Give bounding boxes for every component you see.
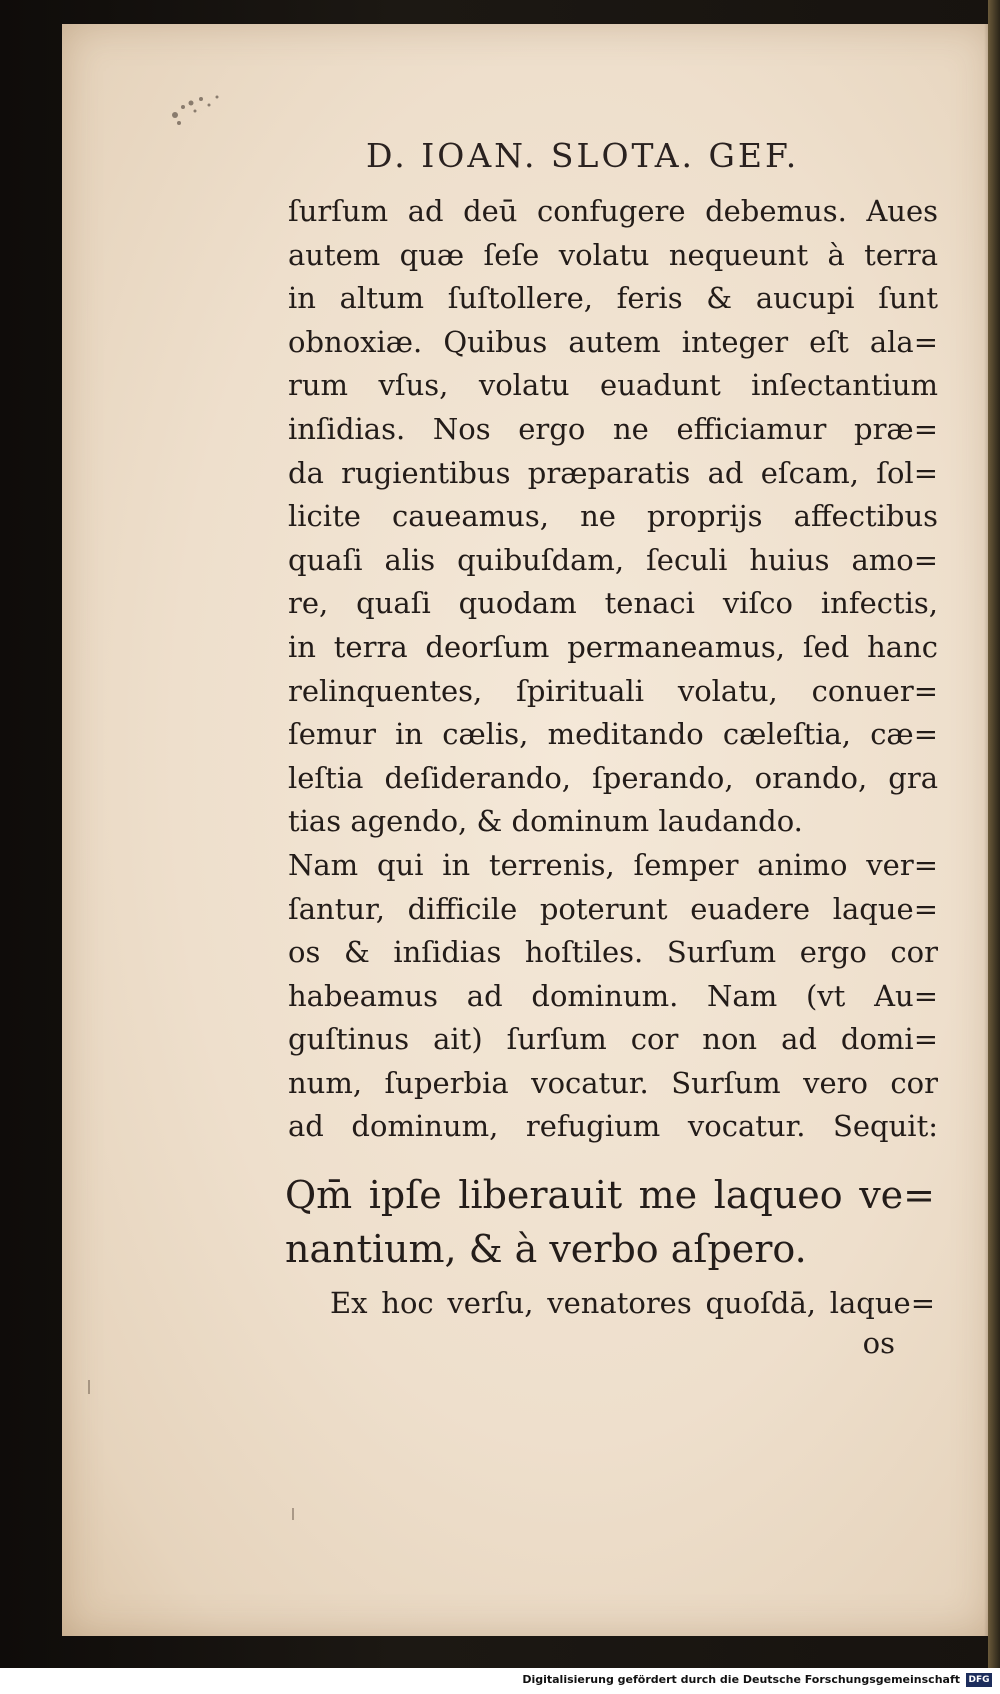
text-line: da rugientibus præparatis ad eſcam, ſol= [288, 455, 938, 490]
text-line: ſemur in cælis, meditando cæleſtia, cæ= [288, 717, 938, 752]
text-line: habeamus ad dominum. Nam (vt Au= [288, 978, 938, 1013]
commentary-text [330, 1281, 935, 1325]
text-line: relinquentes, ſpirituali volatu, conuer= [288, 673, 938, 708]
running-header: D. IOAN. SLOTA. GEF. [366, 136, 800, 175]
text-line: ſantur, difficile poterunt euadere laque= [288, 891, 938, 926]
text-line: ſurſum ad deū confugere debemus. Aues [288, 194, 938, 228]
book-edge [988, 0, 1000, 1694]
commentary-line: Ex hoc verſu, venatores quoſdā, laque= [330, 1286, 935, 1320]
funding-credit: Digitalisierung gefördert durch die Deutsche Forschungsgemeinschaft [522, 1673, 960, 1686]
text-line: in terra deorſum permaneamus, ſed hanc [288, 629, 938, 664]
margin-mark [88, 1380, 90, 1394]
dfg-logo: DFG [966, 1673, 992, 1687]
text-line: obnoxiæ. Quibus autem integer eſt ala= [288, 324, 938, 359]
text-line: guſtinus ait) ſurſum cor non ad domi= [288, 1022, 938, 1057]
text-line: leſtia deſiderando, ſperando, orando, gra [288, 760, 938, 795]
text-line: in altum ſuſtollere, feris & aucupi ſunt [288, 281, 938, 316]
body-text [288, 190, 938, 1149]
text-line: rum vſus, volatu euadunt inſectantium [288, 368, 938, 403]
footer-bar [0, 1668, 1000, 1694]
psalm-verse [285, 1168, 935, 1276]
margin-mark [292, 1508, 294, 1520]
text-line: Nam qui in terrenis, ſemper animo ver= [288, 847, 938, 882]
text-line: re, quaſi quodam tenaci viſco infectis, [288, 586, 938, 621]
catchword: os [862, 1326, 895, 1360]
text-line: inſidias. Nos ergo ne efficiamur præ= [288, 411, 938, 446]
text-line: num, ſuperbia vocatur. Surſum vero cor [288, 1065, 938, 1100]
ink-smudge [165, 85, 235, 135]
text-line: tias agendo, & dominum laudando. [288, 804, 803, 839]
text-line: os & inſidias hoſtiles. Surſum ergo cor [288, 935, 938, 970]
text-line: licite caueamus, ne proprijs affectibus [288, 499, 938, 534]
text-line: autem quæ ſeſe volatu nequeunt à terra [288, 237, 938, 272]
text-line: quaſi alis quibuſdam, ſeculi huius amo= [288, 542, 938, 577]
verse-line: nantium, & à verbo aſpero. [285, 1227, 807, 1271]
text-line: ad dominum, refugium vocatur. Sequit: [288, 1109, 938, 1144]
verse-line: Qm̄ ipſe liberauit me laqueo ve= [285, 1173, 935, 1217]
